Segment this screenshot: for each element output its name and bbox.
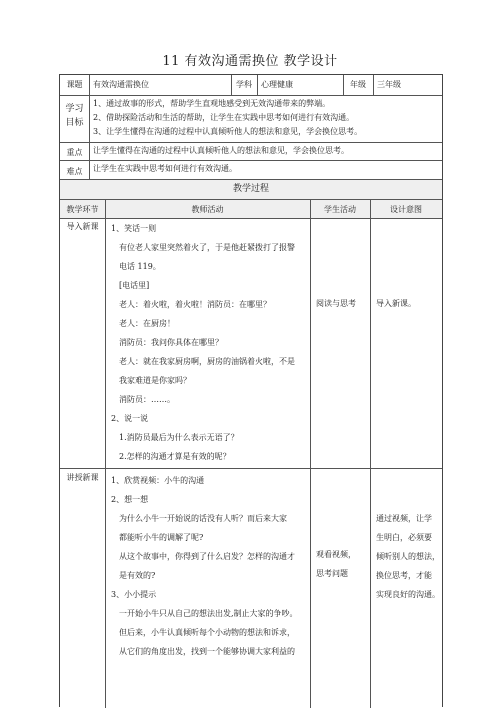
key-point-text: 让学生懂得在沟通的过程中认真倾听他人的想法和意见，学会换位思考。 <box>93 146 349 155</box>
column-header-stage: 教学环节 <box>66 205 99 214</box>
goals-list <box>93 97 441 139</box>
rule <box>373 75 374 95</box>
student-line: 观看视频， <box>316 550 356 559</box>
rule <box>60 142 442 143</box>
intent-line: 生明白，必须要 <box>376 533 432 542</box>
column-header-intent: 设计意图 <box>390 205 422 214</box>
teacher-line: 消防员：……。 <box>111 395 175 404</box>
teacher-line: 2、说一说 <box>111 414 149 423</box>
teacher-line: 从它们的角度出发，找到一个能够协调大家利益的 <box>111 647 295 656</box>
goals-label-line: 学习 <box>65 104 84 114</box>
rule <box>89 75 90 179</box>
rule <box>60 160 442 161</box>
student-activity: 阅读与思考 <box>316 299 356 308</box>
teacher-line: 我家难道是你家吗？ <box>111 376 191 385</box>
teacher-line: 是有效的? <box>111 571 156 580</box>
goals-label <box>60 102 89 130</box>
key-point-label: 重点 <box>66 148 83 157</box>
teacher-line: 1.消防员最后为什么表示无语了？ <box>111 433 239 442</box>
rule <box>105 199 106 708</box>
teacher-line: 1、欣赏视频：小牛的沟通 <box>111 476 205 485</box>
course-label: 课题 <box>66 80 83 89</box>
intent-line: 倾听别人的想法， <box>376 552 440 561</box>
rule <box>370 199 371 708</box>
student-activity <box>316 545 370 583</box>
teacher-line: 电话 119。 <box>111 262 161 271</box>
teacher-line: 2、想一想 <box>111 495 149 504</box>
document-title: 11 有效沟通需换位 教学设计 <box>162 54 338 69</box>
rule <box>60 95 442 96</box>
intent-line: 通过视频，让学 <box>376 514 432 523</box>
grade-label: 年级 <box>350 80 366 89</box>
process-title: 教学过程 <box>232 184 269 194</box>
teacher-line: 为什么小牛一开始说的话没有人听？而后来大家 <box>111 514 287 523</box>
student-line: 思考问题 <box>316 569 348 578</box>
intent-line: 实现良好的沟通。 <box>376 590 440 599</box>
teacher-line: 2.怎样的沟通才算是有效的呢？ <box>111 452 231 461</box>
goal-item: 1、通过故事的形式，帮助学生直观地感受到无效沟通带来的弊端。 <box>93 99 331 108</box>
difficulty-label: 难点 <box>66 167 83 176</box>
subject-value: 心理健康 <box>261 80 293 89</box>
column-header-student: 学生活动 <box>324 205 356 214</box>
lesson-plan-table <box>59 74 443 707</box>
teacher-line: 老人：着火啦，着火啦！消防员：在哪里？ <box>111 300 271 309</box>
goal-item: 2、借助探险活动和生活的帮助，让学生在实践中思考如何进行有效沟通。 <box>93 113 355 122</box>
column-header-teacher: 教师活动 <box>191 205 224 214</box>
teacher-line: 有位老人家里突然着火了，于是他赶紧拨打了报警 <box>111 243 295 252</box>
teacher-line: 消防员：我问你具体在哪里？ <box>111 338 223 347</box>
subject-label: 学科 <box>236 80 252 89</box>
stage-cell: 导入新课 <box>66 222 99 231</box>
teacher-line: 一开始小牛只从自己的想法出发,制止大家的争吵。 <box>111 609 298 618</box>
teacher-line: 都能听小牛的调解了呢? <box>111 533 204 542</box>
intent-line: 换位思考，才能 <box>376 571 432 580</box>
teacher-activity <box>111 471 308 661</box>
rule <box>60 179 442 180</box>
grade-value: 三年级 <box>377 80 401 89</box>
teacher-line: 老人：在厨房！ <box>111 319 175 328</box>
teacher-line: 3、小小提示 <box>111 590 157 599</box>
rule <box>310 199 311 708</box>
difficulty-text: 让学生在实践中思考如何进行有效沟通。 <box>93 164 237 173</box>
goal-item: 3、让学生懂得在沟通的过程中认真倾听他人的想法和意见，学会换位思考。 <box>93 127 363 136</box>
stage-cell: 讲授新课 <box>66 473 99 482</box>
teacher-line: 1、笑话一则 <box>111 224 157 233</box>
rule <box>257 75 258 95</box>
rule <box>60 468 442 469</box>
course-value: 有效沟通需换位 <box>93 80 149 89</box>
teacher-line: 老人：就在我家厨房啊，厨房的油锅着火啦，不是 <box>111 357 295 366</box>
teacher-line: 从这个故事中，你得到了什么启发？怎样的沟通才 <box>111 552 295 561</box>
rule <box>60 199 442 200</box>
teacher-line: [电话里] <box>111 281 150 290</box>
goals-label-line: 目标 <box>65 118 84 128</box>
design-intent: 导入新课。 <box>376 299 416 308</box>
design-intent <box>376 509 442 604</box>
teacher-activity <box>111 219 308 466</box>
teacher-line: 但后来，小牛认真倾听每个小动物的想法和诉求， <box>111 628 295 637</box>
